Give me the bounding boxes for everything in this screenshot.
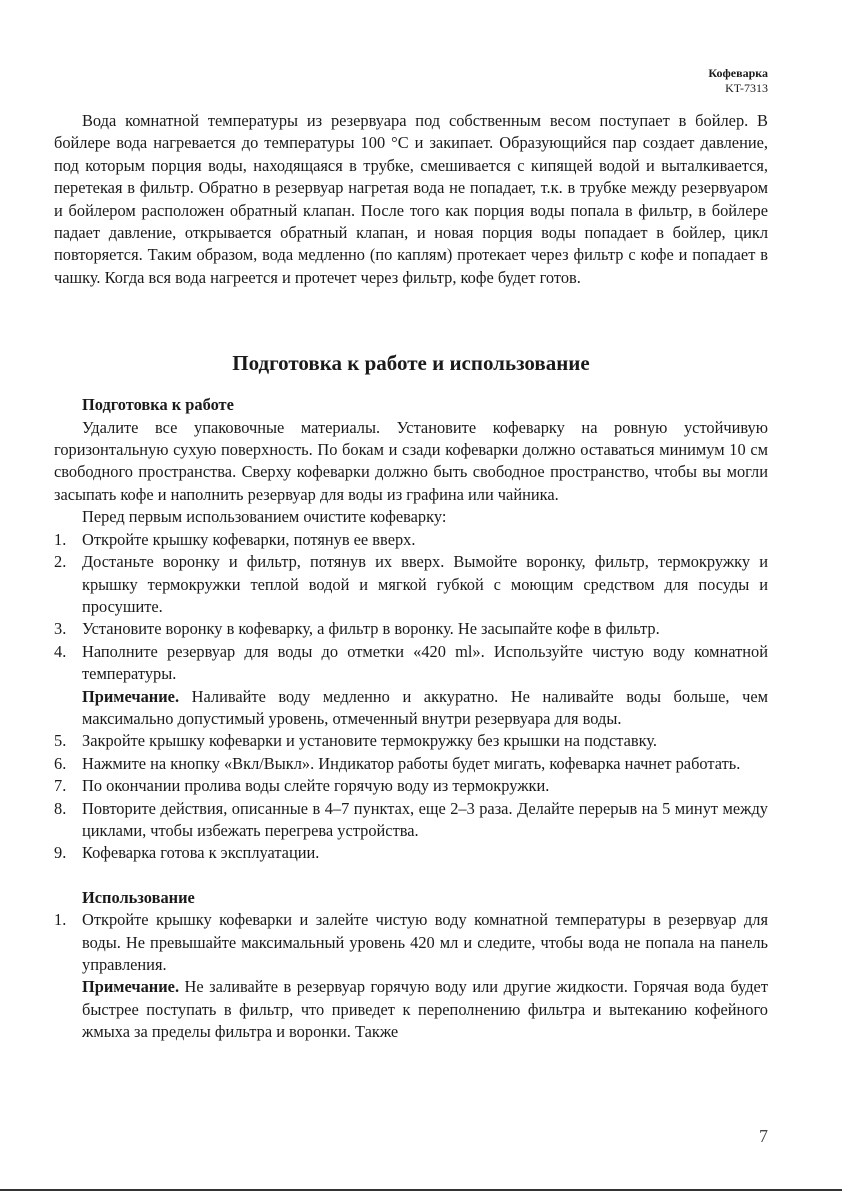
note-label: Примечание. [82, 977, 180, 997]
prep-lead: Перед первым использованием очистите кофеварку: [82, 507, 447, 527]
bottom-rule [0, 1189, 842, 1191]
list-number: 9. [54, 843, 67, 863]
list-item [54, 641, 768, 686]
list-text: По окончании пролива воды слейте горячую воду из термокружки. [82, 776, 550, 796]
page-body [54, 110, 768, 1044]
list-text: Закройте крышку кофеварки и установите термокружку без крышки на подставку. [82, 731, 658, 751]
list-number: 1. [54, 910, 67, 930]
list-item [54, 551, 768, 618]
list-text: Наполните резервуар для воды до отметки «420 ml». Используйте чистую воду комнатной температуры. [82, 641, 768, 684]
list-number: 1. [54, 529, 67, 549]
list-number: 8. [54, 798, 67, 818]
running-header [708, 66, 768, 96]
note-text: Наливайте воду медленно и аккуратно. Не наливайте воды больше, чем максимально допустимый уровень, отмеченный внутри резервуара для воды. [82, 686, 768, 728]
list-item [54, 753, 768, 775]
note-label: Примечание. [82, 686, 180, 706]
header-product: Кофеварка [708, 66, 768, 80]
prep-heading: Подготовка к работе [82, 395, 234, 415]
list-text: Откройте крышку кофеварки и залейте чистую воду комнатной температуры в резервуар для воды. Не превышайте максимальный уровень 420 мл и следите, чтобы вода не попала на панель управления. [82, 910, 768, 974]
list-item [54, 775, 768, 797]
list-text: Установите воронку в кофеварку, а фильтр в воронку. Не засыпайте кофе в фильтр. [82, 619, 660, 639]
list-item [54, 730, 768, 752]
page-number: 7 [759, 1126, 768, 1146]
usage-heading: Использование [82, 887, 195, 907]
list-text: Откройте крышку кофеварки, потянув ее вверх. [82, 529, 416, 549]
section-title: Подготовка к работе и использование [232, 351, 590, 376]
list-text: Повторите действия, описанные в 4–7 пунктах, еще 2–3 раза. Делайте перерыв на 5 минут между циклами, чтобы избежать перегрева устройства. [82, 798, 768, 840]
list-number: 5. [54, 731, 67, 751]
list-text: Кофеварка готова к эксплуатации. [82, 843, 320, 863]
list-number: 2. [54, 552, 67, 572]
list-item [54, 798, 768, 843]
list-text: Достаньте воронку и фильтр, потянув их вверх. Вымойте воронку, фильтр, термокружку и крышку термокружки теплой водой и мягкой губкой с моющим средством для посуды и просушите. [82, 552, 768, 616]
list-item [54, 842, 768, 864]
header-model: KT-7313 [725, 81, 768, 95]
prep-note [54, 686, 768, 731]
prep-list [54, 529, 768, 686]
usage-note [54, 976, 768, 1043]
spacer [54, 865, 768, 887]
prep-paragraph: Удалите все упаковочные материалы. Установите кофеварку на ровную устойчивую горизонтальную сухую поверхность. По бокам и сзади кофеварки должно оставаться минимум 10 см свободного пространства. Сверху кофеварки должно быть свободное пространство, чтобы вы могли засыпать кофе и наполнить резервуар для воды из графина или чайника. [54, 417, 768, 504]
list-text: Нажмите на кнопку «Вкл/Выкл». Индикатор работы будет мигать, кофеварка начнет работать. [82, 753, 741, 773]
intro-paragraph: Вода комнатной температуры из резервуара под собственным весом поступает в бойлер. В бойлере вода нагревается до температуры 100 °C и закипает. Образующийся пар создает давление, под которым порция воды, находящаяся в трубке, смешивается с кипящей водой и выталкивается, перетекая в фильтр. Обратно в резервуар нагретая вода не попадает, т.к. в трубке между резервуаром и бойлером расположен обратный клапан. После того как порция воды попала в фильтр, в бойлере падает давление, открывается обратный клапан, и новая порция воды попадает в бойлер, цикл повторяется. Таким образом, вода медленно (по каплям) протекает через фильтр с кофе и попадает в чашку. Когда вся вода нагреется и протечет через фильтр, кофе будет готов. [54, 111, 768, 287]
list-number: 6. [54, 753, 67, 773]
list-item [54, 909, 768, 976]
list-number: 7. [54, 776, 67, 796]
list-item [54, 618, 768, 640]
list-number: 4. [54, 641, 67, 661]
note-text: Не заливайте в резервуар горячую воду или другие жидкости. Горячая вода будет быстрее поступать в фильтр, что приведет к переполнению фильтра и вытеканию кофейного жмыха за пределы фильтра и воронки. Также [82, 977, 768, 1042]
list-number: 3. [54, 619, 67, 639]
usage-list [54, 909, 768, 976]
prep-list-continued [54, 730, 768, 864]
list-item [54, 529, 768, 551]
